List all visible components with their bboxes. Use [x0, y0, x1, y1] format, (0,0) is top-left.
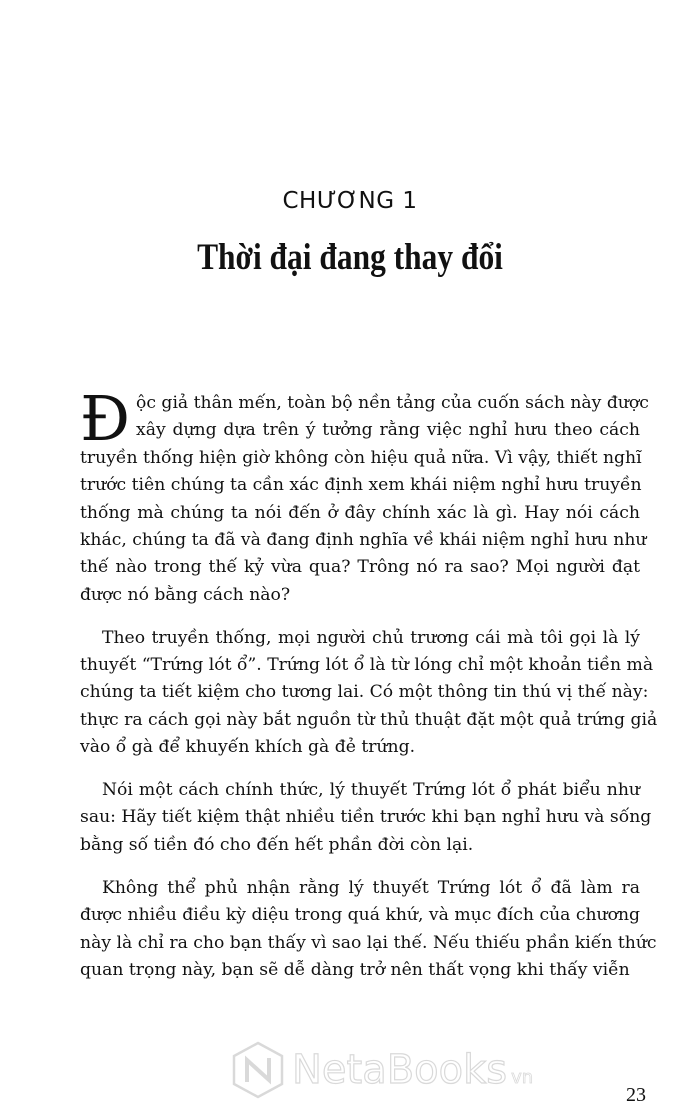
watermark-logo: [230, 1040, 533, 1100]
chapter-title: Thời đại đang thay đổi: [197, 237, 503, 278]
text-line: thế nào trong thế kỷ vừa qua? Trông nó ra sao? Mọi người đạt: [80, 557, 640, 578]
text-line: khác, chúng ta đã và đang định nghĩa về khái niệm nghỉ hưu như: [80, 529, 647, 550]
text-line: xây dựng dựa trên ý tưởng rằng việc nghỉ hưu theo cách: [136, 420, 640, 441]
text-line: thực ra cách gọi này bắt nguồn từ thủ thuật đặt một quả trứng giả: [80, 709, 658, 730]
chapter-label: CHƯƠNG 1: [282, 188, 418, 214]
text-line: ộc giả thân mến, toàn bộ nền tảng của cuốn sách này được: [136, 393, 649, 413]
text-line: này là chỉ ra cho bạn thấy vì sao lại thế. Nếu thiếu phần kiến thức: [80, 932, 657, 953]
page-number: 23: [626, 1084, 646, 1106]
paragraph: [80, 625, 658, 762]
text-line: Không thể phủ nhận rằng lý thuyết Trứng lót ổ đã làm ra: [102, 877, 640, 898]
text-line: Nói một cách chính thức, lý thuyết Trứng lót ổ phát biểu như: [102, 780, 640, 801]
text-line: trước tiên chúng ta cần xác định xem khái niệm nghỉ hưu truyền: [80, 475, 642, 496]
text-line: bằng số tiền đó cho đến hết phần đời còn lại.: [80, 834, 474, 855]
watermark-brand: NetaBooks: [292, 1047, 508, 1093]
text-line: truyền thống hiện giờ không còn hiệu quả nữa. Vì vậy, thiết nghĩ: [80, 447, 642, 468]
watermark-suffix: vn: [511, 1066, 534, 1088]
text-line: thuyết “Trứng lót ổ”. Trứng lót ổ là từ lóng chỉ một khoản tiền mà: [80, 655, 654, 676]
paragraph: [80, 777, 652, 859]
text-line: quan trọng này, bạn sẽ dễ dàng trở nên thất vọng khi thấy viễn: [80, 959, 630, 980]
text-line: Theo truyền thống, mọi người chủ trương cái mà tôi gọi là lý: [102, 627, 640, 648]
text-line: chúng ta tiết kiệm cho tương lai. Có một thông tin thú vị thế này:: [80, 682, 649, 703]
drop-cap: Đ: [80, 382, 131, 455]
text-line: được nhiều điều kỳ diệu trong quá khứ, và mục đích của chương: [80, 905, 641, 926]
text-line: được nó bằng cách nào?: [80, 584, 291, 605]
text-line: thống mà chúng ta nói đến ở đây chính xác là gì. Hay nói cách: [80, 502, 640, 523]
paragraph: [80, 875, 657, 985]
text-line: sau: Hãy tiết kiệm thật nhiều tiền trước khi bạn nghỉ hưu và sống: [80, 807, 652, 828]
body-text: [80, 382, 658, 1000]
paragraph: [80, 382, 649, 609]
text-line: vào ổ gà để khuyến khích gà đẻ trứng.: [80, 737, 416, 758]
netabooks-logo-icon: [230, 1040, 286, 1100]
